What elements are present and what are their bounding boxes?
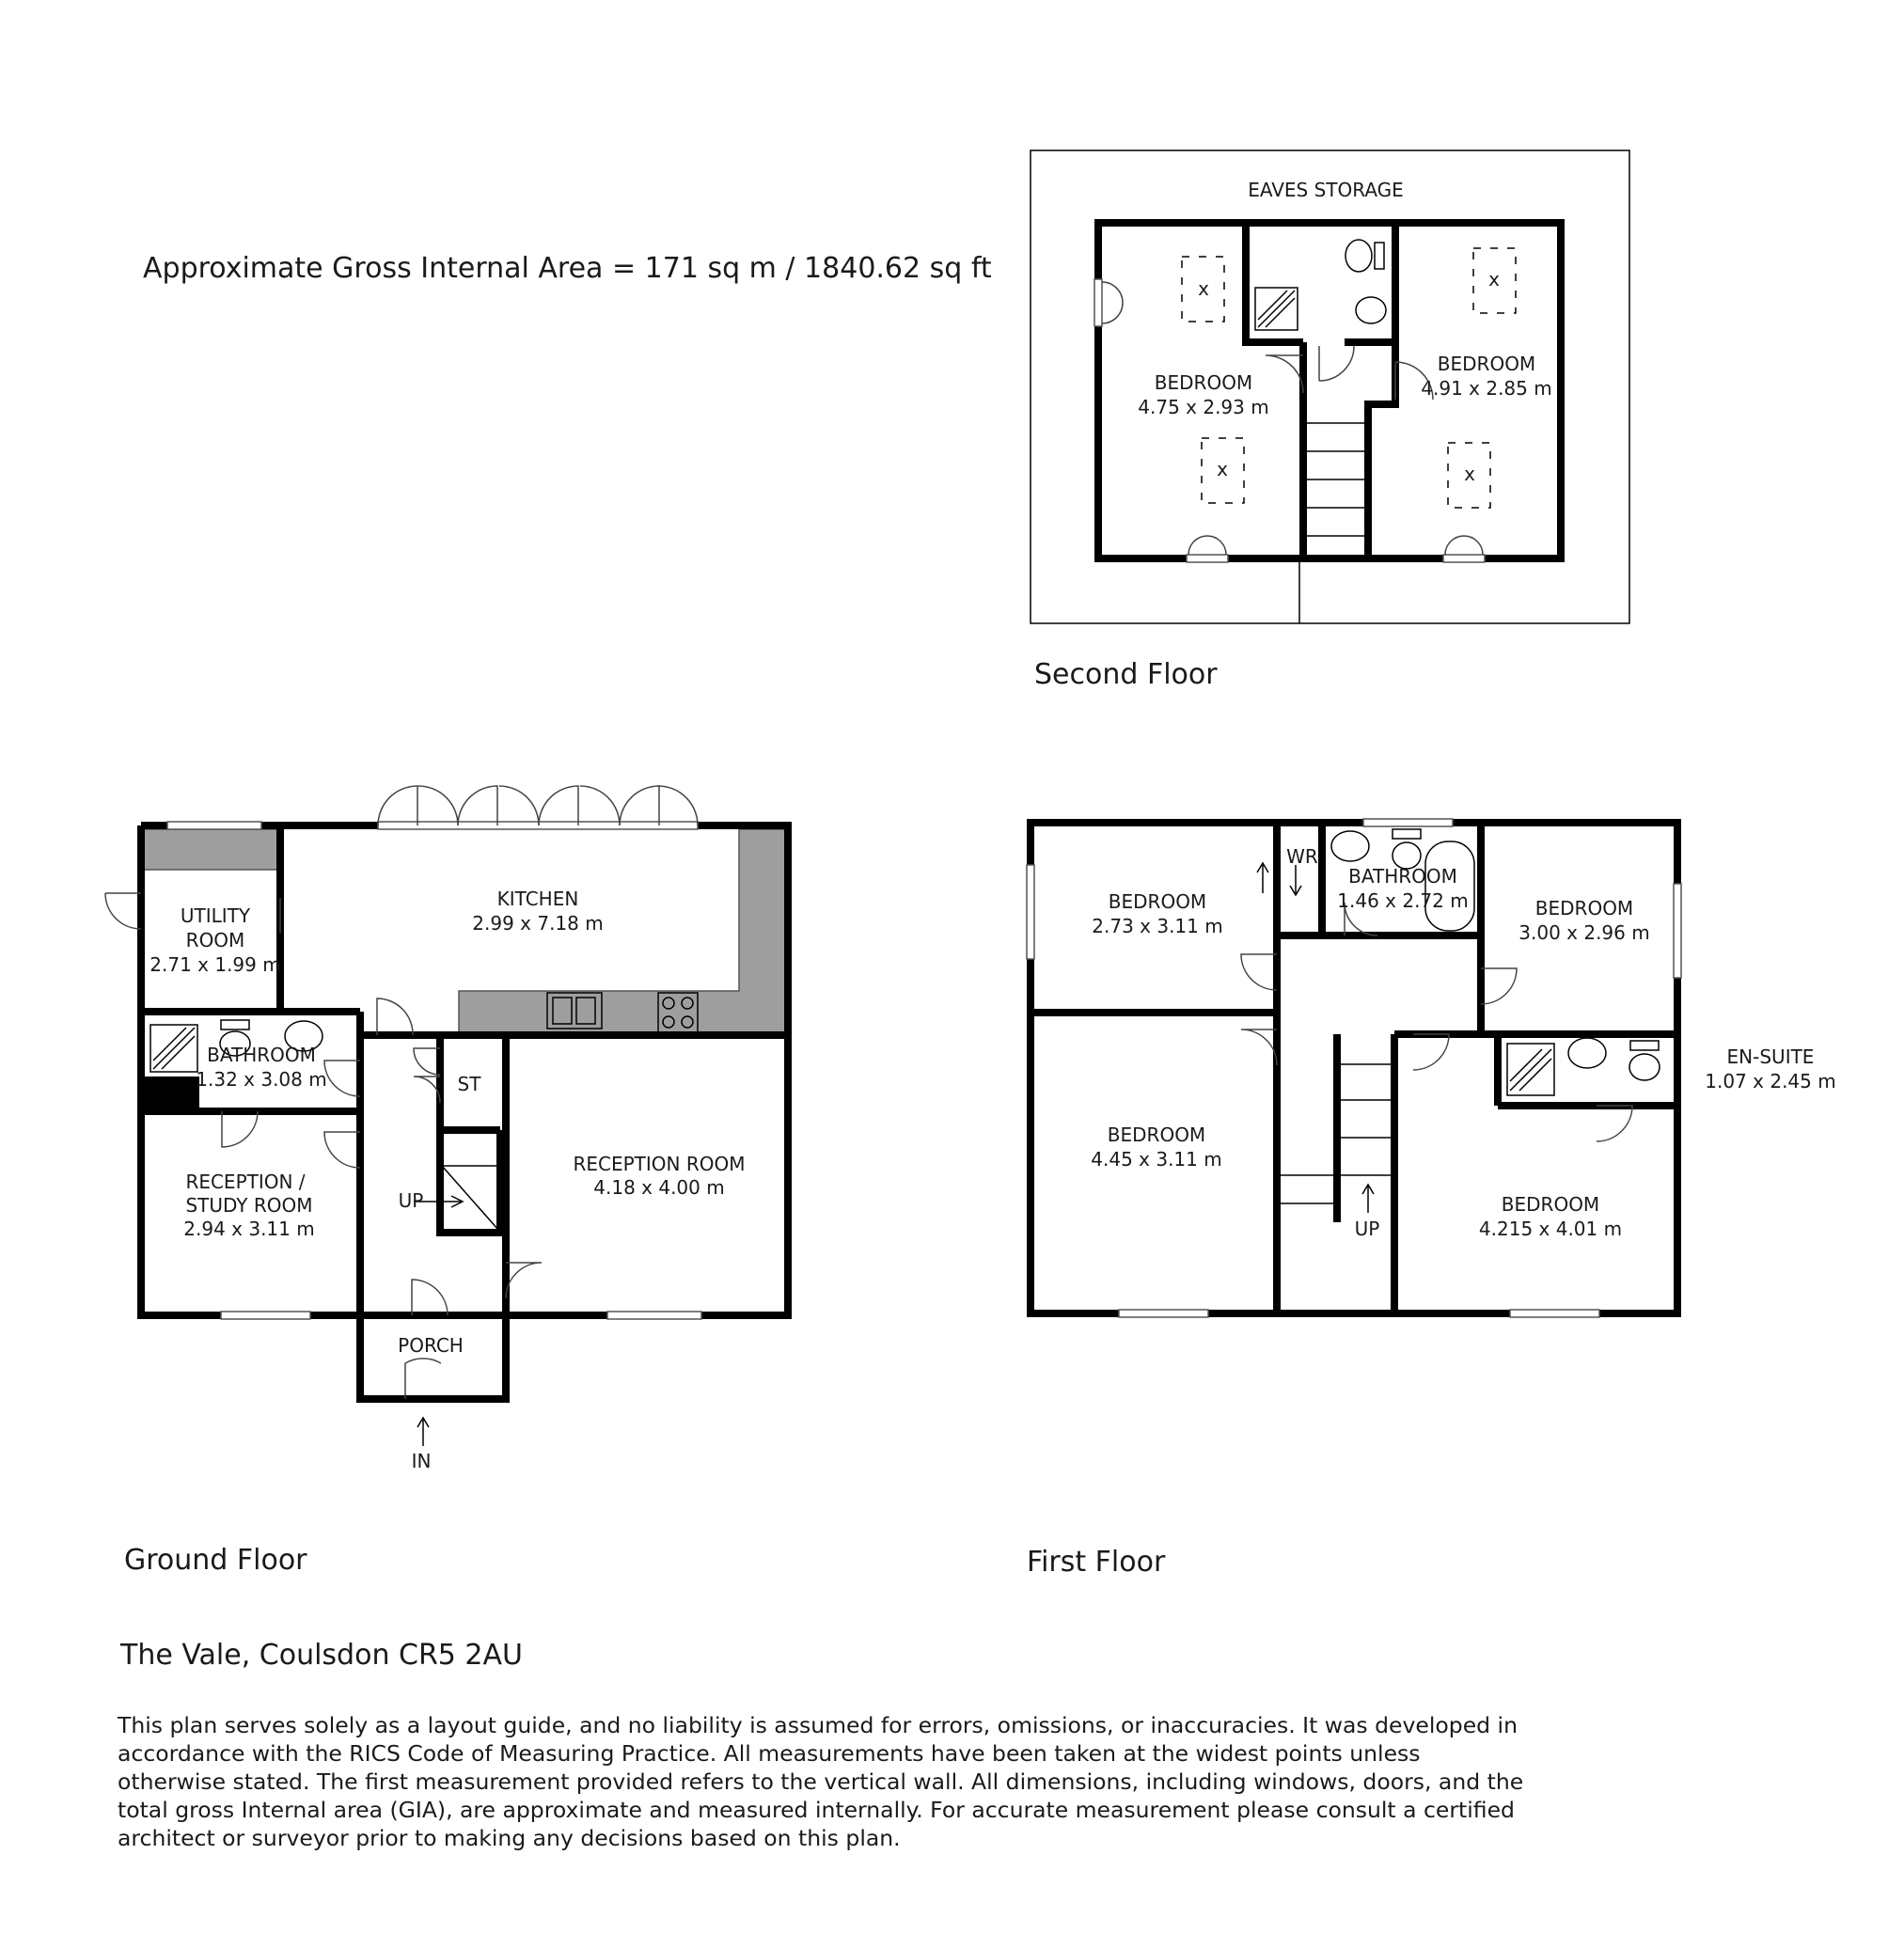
room-name: PORCH xyxy=(398,1334,464,1357)
basin-icon xyxy=(1356,297,1386,323)
room-name: BEDROOM xyxy=(1108,890,1207,913)
window-icon xyxy=(1187,555,1228,562)
room-dimensions: 4.91 x 2.85 m xyxy=(1421,377,1552,400)
second-floor-ensuite-wall xyxy=(1246,223,1303,342)
room-dimensions: 4.18 x 4.00 m xyxy=(593,1176,725,1199)
wall-block xyxy=(141,1077,199,1111)
room-name: BEDROOM xyxy=(1107,1124,1206,1146)
room-dimensions: 4.75 x 2.93 m xyxy=(1138,396,1269,418)
room-name: BEDROOM xyxy=(1437,353,1536,375)
window-icon xyxy=(1094,279,1102,326)
door-icon xyxy=(324,1061,360,1096)
room-dimensions: 4.215 x 4.01 m xyxy=(1478,1218,1623,1240)
toilet-icon xyxy=(1345,240,1372,272)
entrance-label: IN xyxy=(411,1450,432,1472)
room-name: EN-SUITE xyxy=(1726,1045,1815,1068)
second-floor-stairs xyxy=(1307,423,1365,536)
door-icon xyxy=(1266,355,1303,393)
svg-text:x: x xyxy=(1198,277,1209,300)
eaves-storage-label: EAVES STORAGE xyxy=(1248,179,1404,201)
basin-icon xyxy=(1568,1038,1606,1068)
second-floor-stair-right-wall xyxy=(1368,342,1395,558)
door-icon xyxy=(1241,954,1277,990)
door-icon xyxy=(506,1263,542,1298)
window-icon xyxy=(167,822,261,829)
skylight-icon xyxy=(1182,257,1224,322)
room-name: BEDROOM xyxy=(1534,897,1634,919)
room-dimensions: 2.73 x 3.11 m xyxy=(1092,915,1223,937)
svg-text:x: x xyxy=(1217,458,1228,480)
door-icon xyxy=(1481,968,1517,1004)
room-name: RECEPTION ROOM xyxy=(573,1153,746,1175)
door-icon xyxy=(1241,1030,1277,1065)
room-name: BEDROOM xyxy=(1154,371,1253,394)
room-name: KITCHEN xyxy=(496,888,579,910)
skylight-icon xyxy=(1473,248,1516,313)
room-dimensions: 2.99 x 7.18 m xyxy=(472,912,604,935)
room-dimensions: 3.00 x 2.96 m xyxy=(1518,921,1650,944)
skylight-icon xyxy=(1448,443,1490,508)
room-name: UTILITY xyxy=(180,904,251,927)
french-doors xyxy=(378,786,698,829)
room-name: BEDROOM xyxy=(1501,1193,1600,1216)
window-icon xyxy=(607,1312,701,1319)
window-icon xyxy=(1027,865,1034,959)
door-icon xyxy=(324,1132,360,1168)
door-icon xyxy=(412,1280,448,1315)
room-dimensions: 2.94 x 3.11 m xyxy=(183,1218,315,1240)
room-dimensions: 1.32 x 3.08 m xyxy=(196,1068,327,1091)
window-icon xyxy=(1674,884,1681,978)
svg-text:x: x xyxy=(1488,268,1500,291)
utility-counter xyxy=(144,829,278,870)
window-icon xyxy=(1443,555,1485,562)
room-name: ST xyxy=(457,1073,481,1095)
door-icon xyxy=(1597,1106,1632,1141)
svg-text:x: x xyxy=(1464,463,1475,485)
door-icon xyxy=(377,998,413,1035)
gross-internal-area: Approximate Gross Internal Area = 171 sq m / 1840.62 sq ft xyxy=(143,252,992,285)
second-floor-plan xyxy=(1031,150,1629,623)
window-icon xyxy=(1363,819,1453,826)
disclaimer-text: This plan serves solely as a layout guide, and no liability is assumed for errors, omissions, or inaccuracies. It was developed in accordance with the RICS Code of Measuring Practice. All measurements have been taken at the widest points unless otherwise stated. The first measurement provided refers to the vertical wall. All dimensions, including windows, doors, and the total gross Internal area (GIA), are approximate and measured internally. For accurate measurement please consult a certified architect or surveyor prior to making any decisions based on this plan. xyxy=(118,1712,1524,1851)
stair-wall xyxy=(440,1130,500,1233)
window-icon xyxy=(1510,1310,1599,1317)
room-dimensions: 4.45 x 3.11 m xyxy=(1091,1148,1222,1171)
door-icon xyxy=(414,1048,440,1103)
room-name: BATHROOM xyxy=(1348,865,1457,888)
room-name: ROOM xyxy=(185,929,245,951)
ground-floor-title: Ground Floor xyxy=(124,1544,307,1577)
door-icon xyxy=(405,1359,441,1399)
window-icon xyxy=(1119,1310,1208,1317)
first-floor-plan xyxy=(1027,819,1836,1317)
basin-icon xyxy=(1331,831,1369,861)
door-icon xyxy=(1413,1034,1449,1070)
room-name: RECEPTION / xyxy=(185,1171,306,1193)
room-name: WR xyxy=(1286,845,1318,868)
room-dimensions: 2.71 x 1.99 m xyxy=(149,953,281,976)
toilet-icon xyxy=(1629,1054,1660,1080)
room-dimensions: 1.46 x 2.72 m xyxy=(1337,889,1469,912)
second-floor-ensuite-right-wall xyxy=(1345,223,1395,342)
door-icon xyxy=(105,893,141,929)
stair-up-label: UP xyxy=(398,1189,424,1212)
room-name: BATHROOM xyxy=(207,1044,316,1066)
door-icon xyxy=(222,1111,258,1147)
door-icon xyxy=(1319,346,1354,381)
room-dimensions: 1.07 x 2.45 m xyxy=(1705,1070,1836,1092)
second-floor-title: Second Floor xyxy=(1034,658,1218,691)
first-floor-stairs xyxy=(1281,1034,1392,1222)
ground-floor-plan xyxy=(105,786,788,1472)
property-address: The Vale, Coulsdon CR5 2AU xyxy=(120,1639,523,1672)
skylight-icon xyxy=(1202,438,1244,503)
room-name: STUDY ROOM xyxy=(185,1194,313,1217)
stair-up-label: UP xyxy=(1354,1218,1380,1240)
first-floor-title: First Floor xyxy=(1027,1546,1166,1579)
window-icon xyxy=(221,1312,310,1319)
